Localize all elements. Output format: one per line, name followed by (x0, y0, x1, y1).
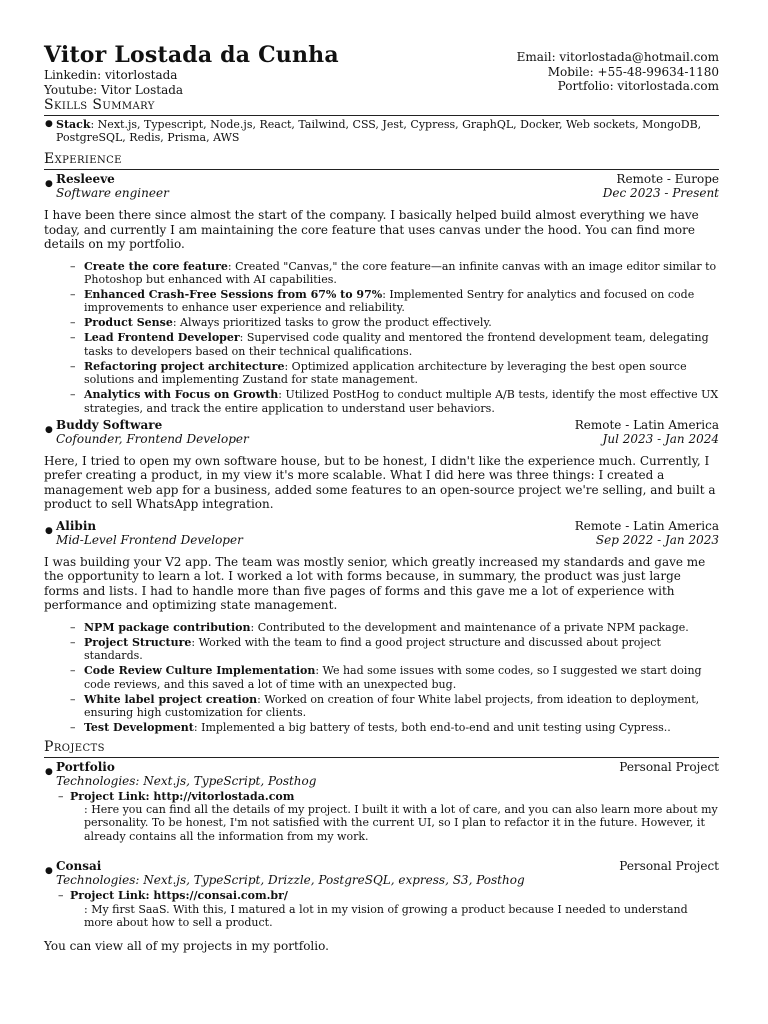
project-name: Portfolio (56, 759, 115, 774)
list-item: – Enhanced Crash-Free Sessions from 67% to 97%: Implemented Sentry for analytics and focused on code improvements to enhance user experience and reliability. (70, 287, 695, 315)
list-item: – Test Development: Implemented a big battery of tests, both end-to-end and unit testing using Cypress.. (70, 721, 671, 735)
list-item: – Project Structure: Worked with the team to find a good project structure and discussed about project standards. (70, 635, 661, 663)
project-technologies: Technologies: Next.js, TypeScript, Drizzle, PostgreSQL, express, S3, Posthog (56, 873, 525, 888)
job-location: Remote - Latin America (574, 518, 719, 533)
company-name: Buddy Software (56, 417, 163, 432)
project-entry-portfolio (44, 760, 719, 788)
resume-page (44, 42, 719, 954)
project-entry-consai (44, 859, 719, 887)
project-type: Personal Project (619, 759, 719, 774)
bullet-icon: ● (45, 766, 53, 777)
projects-footer-note: You can view all of my projects in my portfolio. (44, 939, 329, 954)
bullet-icon: ● (45, 866, 53, 877)
list-item: – Code Review Culture Implementation: We had some issues with some codes, so I suggested we start doing code reviews, and this saved a lot of time with an unexpected bug. (70, 664, 702, 691)
list-item: – White label project creation: Worked on creation of four White label projects, from ideation to deployment, ensuring high customization for clients. (70, 692, 700, 720)
project-name: Consai (56, 859, 102, 874)
job-dates: Sep 2022 - Jan 2023 (595, 532, 719, 547)
achievement-list (44, 621, 719, 735)
job-role: Cofounder, Frontend Developer (56, 431, 249, 446)
youtube-line: Youtube: Vitor Lostada (44, 82, 184, 97)
skills-label: Stack (56, 118, 91, 131)
projects-section-title: Projects (44, 739, 719, 758)
job-role: Mid-Level Frontend Developer (56, 532, 243, 547)
job-dates: Jul 2023 - Jan 2024 (602, 431, 719, 446)
job-role: Software engineer (56, 186, 169, 200)
list-item: – NPM package contribution: Contributed to the development and maintenance of a private NPM package. (70, 620, 689, 634)
experience-entry-alibin (44, 519, 719, 547)
list-item: – Analytics with Focus on Growth: Utilized PostHog to conduct multiple A/B tests, identify the most effective UX strategies, and track the entire application to understand user behaviors. (70, 388, 719, 415)
portfolio-line: Portfolio: vitorlostada.com (557, 79, 719, 93)
experience-section-title: Experience (44, 151, 719, 170)
project-description: : My first SaaS. With this, I matured a lot in my vision of growing a product because I needed to understand more about how to sell a product. (84, 902, 688, 929)
company-name: Alibin (56, 518, 97, 533)
experience-entry-resleeve (44, 172, 719, 200)
list-item: – Lead Frontend Developer: Supervised code quality and mentored the frontend development team, delegating tasks to developers based on their technical qualifications. (70, 331, 709, 358)
project-description: : Here you can find all the details of my project. I built it with a lot of care, and you can also learn more about my personality. To be honest, I'm not satisfied with the current UI, so I plan to refactor it in the future. However, it already contains all the information from my work. (84, 802, 718, 843)
company-name: Resleeve (56, 172, 115, 186)
project-technologies: Technologies: Next.js, TypeScript, Posthog (56, 773, 317, 788)
list-item: – Product Sense: Always prioritized tasks to grow the product effectively. (70, 316, 492, 330)
skills-item (44, 118, 719, 144)
list-item: – Create the core feature: Created "Canvas," the core feature—an infinite canvas with an image editor similar to Photoshop but enhanced with AI capabilities. (70, 259, 717, 286)
bullet-icon: ● (45, 525, 53, 536)
email-line: Email: vitorlostada@hotmail.com (516, 50, 719, 64)
mobile-line: Mobile: +55-48-99634-1180 (547, 64, 719, 79)
bullet-icon: ● (45, 119, 53, 129)
job-dates: Dec 2023 - Present (602, 186, 719, 200)
achievement-list (44, 260, 719, 415)
bullet-icon: ● (45, 179, 53, 189)
skills-text: : Next.js, Typescript, Node.js, React, Tailwind, CSS, Jest, Cypress, GraphQL, Docker, Web sockets, MongoDB, PostgreSQL, Redis, Prisma, AWS (56, 118, 702, 144)
experience-paragraph: I was building your V2 app. The team was mostly senior, which greatly increased my standards and gave me the opportunity to learn a lot. I worked a lot with forms because, in summary, the product was just large forms and lists. I had to handle more than five pages of forms and this gave me a lot of experience with performance and optimizing state management. (44, 554, 706, 613)
resume-header (44, 42, 719, 97)
skills-section-title: Skills Summary (44, 97, 719, 116)
project-type: Personal Project (619, 859, 719, 874)
project-link-consai[interactable]: – Project Link: https://consai.com.br/ (58, 889, 288, 903)
candidate-name: Vitor Lostada da Cunha (44, 42, 339, 68)
job-location: Remote - Latin America (574, 417, 719, 432)
linkedin-line: Linkedin: vitorlostada (44, 68, 178, 82)
bullet-icon: ● (45, 424, 53, 435)
experience-paragraph: Here, I tried to open my own software house, but to be honest, I didn't like the experience much. Currently, I prefer creating a product, in my view it's more scalable. What I did here was three things: I created a management web app for a business, added some features to an open-source project we're selling, and built a product to sell WhatsApp integration. (44, 453, 716, 512)
project-link-portfolio[interactable]: – Project Link: http://vitorlostada.com (58, 789, 295, 803)
job-location: Remote - Europe (616, 172, 719, 186)
experience-entry-buddy-software (44, 418, 719, 446)
list-item: – Refactoring project architecture: Optimized application architecture by leveraging the best open source solutions and implementing Zustand for state management. (70, 359, 687, 387)
experience-paragraph: I have been there since almost the start of the company. I basically helped build almost everything we have today, and currently I am maintaining the core feature that uses canvas under the hood. You can find more details on my portfolio. (44, 208, 699, 251)
